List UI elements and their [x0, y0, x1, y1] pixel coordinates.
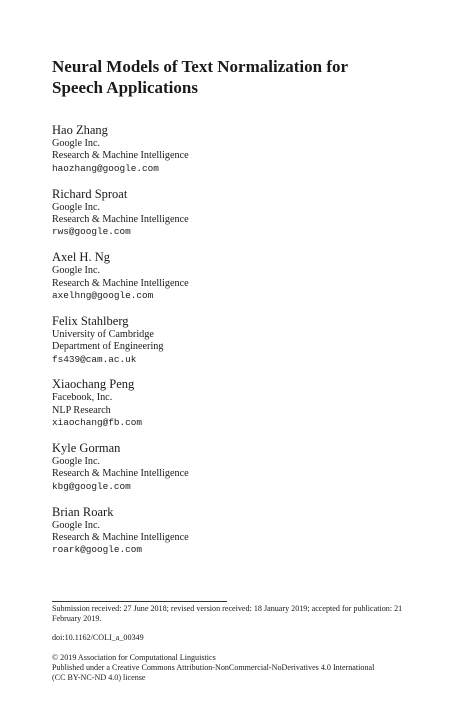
author-name: Xiaochang Peng: [52, 377, 135, 392]
author-email: kbg@google.com: [52, 480, 131, 492]
author-block: [52, 123, 432, 187]
author-name: Richard Sproat: [52, 186, 128, 201]
footnote-divider: [52, 601, 227, 602]
author-name: Hao Zhang: [52, 123, 108, 137]
footnote-spacer: [52, 624, 428, 633]
author-block: [52, 250, 432, 314]
author-affiliation: Google Inc.: [52, 138, 101, 149]
author-affiliation: University of Cambridge: [52, 328, 154, 340]
author-department: NLP Research: [52, 404, 111, 416]
author-affiliation: Google Inc.: [52, 519, 101, 531]
author-email: axelhng@google.com: [52, 289, 154, 301]
author-name: Felix Stahlberg: [52, 313, 129, 328]
author-block: [52, 377, 432, 441]
author-affiliation: Google Inc.: [52, 201, 101, 213]
license-line-2: (CC BY-NC-ND 4.0) license: [52, 673, 146, 683]
author-department: Research & Machine Intelligence: [52, 468, 189, 480]
paper-title-line-1: Neural Models of Text Normalization for: [52, 57, 349, 76]
author-department: Research & Machine Intelligence: [52, 150, 189, 162]
author-department: Research & Machine Intelligence: [52, 531, 189, 543]
author-name: Kyle Gorman: [52, 440, 121, 455]
author-affiliation: Google Inc.: [52, 265, 101, 277]
author-department: Research & Machine Intelligence: [52, 277, 189, 289]
paper-title: [52, 56, 432, 98]
copyright: © 2019 Association for Computational Linguistics: [52, 652, 216, 662]
author-list: [52, 123, 432, 568]
license-line-1: Published under a Creative Commons Attribution-NonCommercial-NoDerivatives 4.0 International: [52, 662, 375, 672]
author-department: Department of Engineering: [52, 341, 164, 353]
author-affiliation: Google Inc.: [52, 455, 101, 467]
author-email: rws@google.com: [52, 226, 131, 238]
author-email: xiaochang@fb.com: [52, 417, 143, 429]
author-block: [52, 505, 432, 569]
doi: doi:10.1162/COLI_a_00349: [52, 633, 144, 643]
author-department: Research & Machine Intelligence: [52, 213, 189, 225]
paper-title-line-2: Speech Applications: [52, 78, 198, 97]
author-email: fs439@cam.ac.uk: [52, 353, 137, 365]
author-email: roark@google.com: [52, 544, 143, 556]
author-block: [52, 441, 432, 505]
author-affiliation: Facebook, Inc.: [52, 392, 113, 404]
author-block: [52, 187, 432, 251]
author-name: Brian Roark: [52, 504, 114, 519]
footnotes: [52, 604, 428, 683]
submission-dates: Submission received: 27 June 2018; revised version received: 18 January 2019; accepted for publication: 21 February 2019.: [52, 604, 403, 624]
author-name: Axel H. Ng: [52, 250, 110, 265]
footnote-spacer: [52, 644, 428, 653]
author-email: haozhang@google.com: [52, 162, 159, 174]
author-block: [52, 314, 432, 378]
